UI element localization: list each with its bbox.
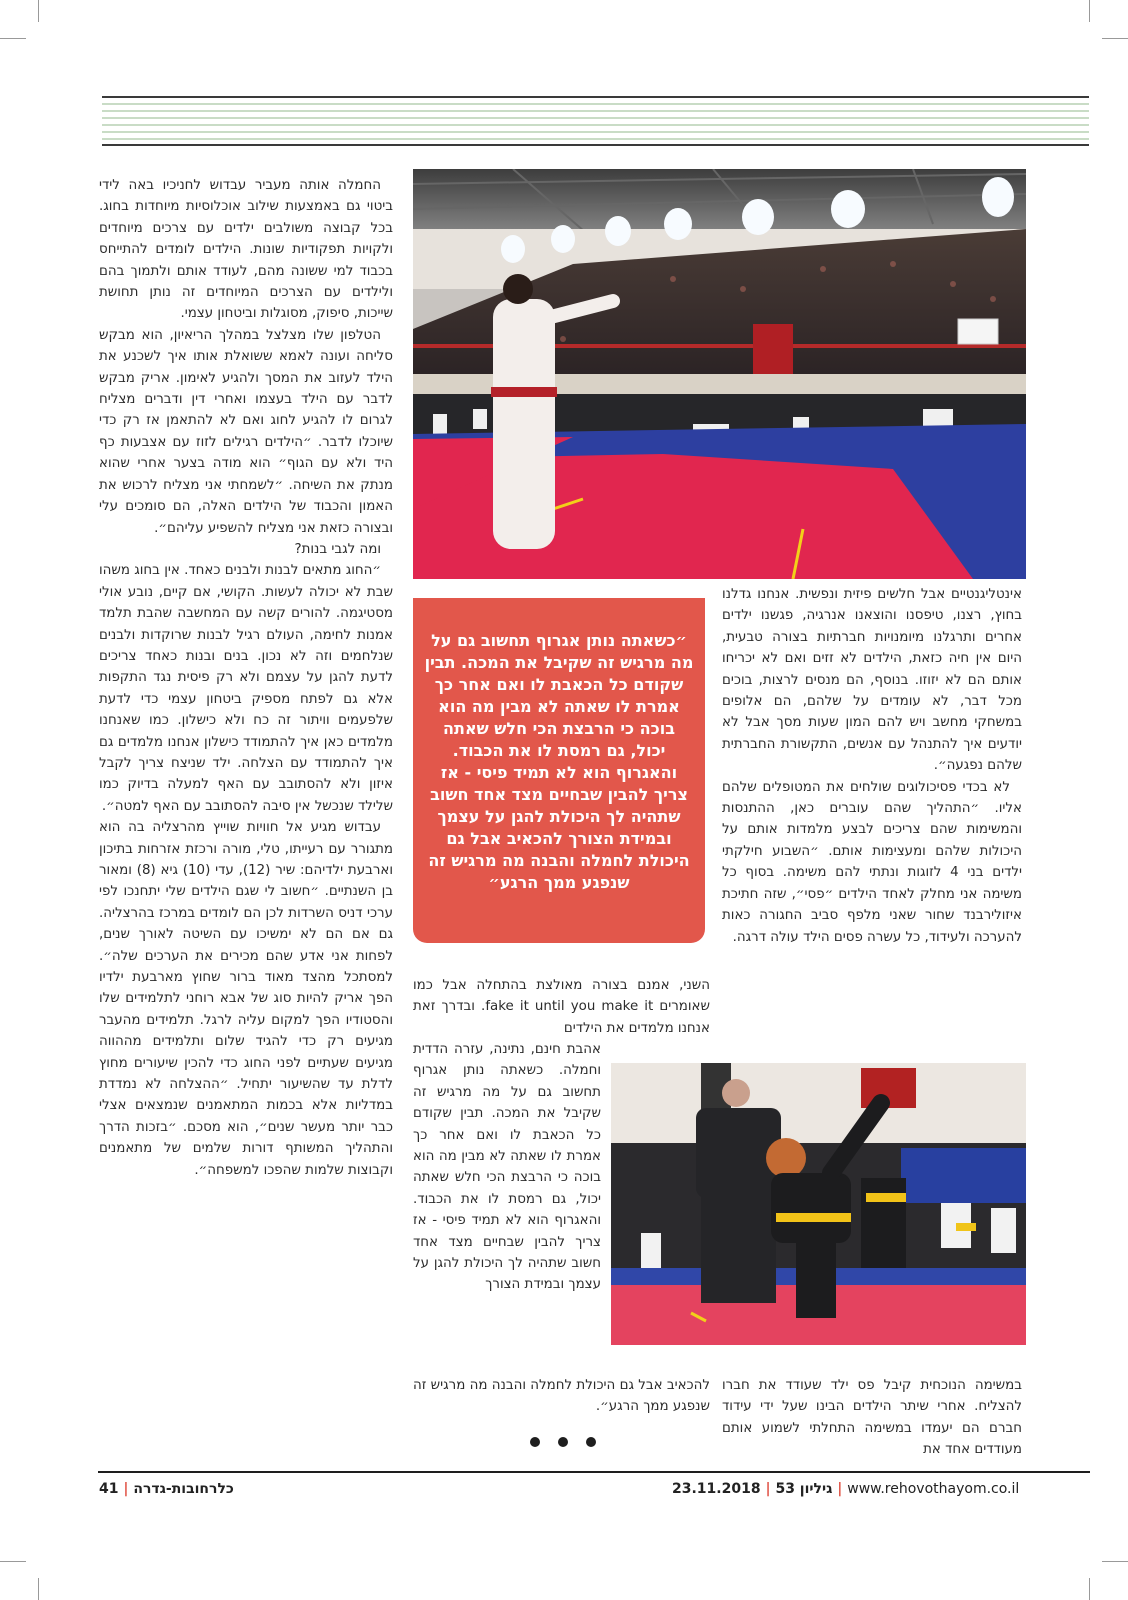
crop-mark (0, 1561, 26, 1562)
paragraph: אהבת חינם, נתינה, עזרה הדדית וחמלה. כשאתה נותן אגרוף תחשוב גם על מה מרגיש זה שקיבל את המכה. תבין שקודם כל הכאבת לו ואם אחר כך אמרת לו שאתה לא מבין מה הוא בוכה כי הרבצת הכי חלש שאתה יכול, גם רמסת לו את הכבוד. והאגרוף הוא לא תמיד פיסי - אז צריך להבין שבחיים מצד אחד חשוב שתהיה לך היכולת להגן על עצמך ובמידת הצורך (413, 1042, 601, 1293)
footer-separator: | (123, 1481, 129, 1497)
dot-icon (586, 1437, 596, 1447)
paragraph: הטלפון שלו מצלצל במהלך הריאיון, הוא מבקש סליחה ועונה לאמא ששואלת אותו איך לשכנע את הילד לעזוב את המסך ולהגיע לאימון. אריק מבקש לדבר עם הילד בעצמו ואחרי דין ודברים מצליח לגרום לו להגיע לחוג ואם לא להתאמן אז רק כדי שיוכלו לדבר. ״הילדים רגילים לזוז עם אצבעות כף היד ולא עם הגוף״ הוא מודה בצער אחרי שהוא מנתק את השיחה. ״לשמחתי אני מצליח לרכוש את האמון והכבוד של הילדים האלה, הם סומכים עלי ובצורה כזאת אני מצליח להשפיע עליהם״. (99, 327, 393, 536)
crop-mark (38, 0, 39, 22)
article-column-middle-bottom (413, 1375, 710, 1418)
paragraph: לא בכדי פסיכולוגים שולחים את המטופלים שלהם אליו. ״התהליך שהם עוברים כאן, ההתנסות והמשימות שהם צריכים לבצע מלמדות אותם על היכולות שלהם ומעצימות אותם. ״השבוע חילקתי ילדים בני 4 לזוגות ונתתי להם משימה. בסוף כל משימה אני מחלק לאחד הילדים ״פסי״, שזה חתיכת איזולירבנד שחור שאני מלפף סביב החגורה כאות להערכה ולעידוד, כל עשרה פסים הילד עולה דרגה. (722, 779, 1023, 945)
crop-mark (1089, 0, 1090, 22)
photo-sparring-match (611, 1063, 1026, 1345)
paragraph: השני, אמנם בצורה מאולצת בהתחלה אבל כמו שאומרים fake it until you make it. ובדרך זאת אנחנו מלמדים את הילדים (413, 978, 710, 1036)
footer-rule (98, 1471, 1090, 1473)
publication-name: כלרחובות-גדרה (133, 1481, 234, 1497)
paragraph: להכאיב אבל גם היכולת לחמלה והבנה מה מרגיש זה שנפגע ממך הרגע״. (413, 1378, 710, 1415)
header-rules (102, 96, 1089, 146)
crop-mark (1102, 1561, 1128, 1562)
subheading-question: ומה לגבי בנות? (294, 541, 381, 557)
paragraph: החמלה אותה מעביר עבדוש לחניכיו באה לידי ביטוי גם באמצעות שילוב אוכלוסיות מיוחדות בחוג. בכל קבוצה משולבים ילדים עם צרכים מיוחדים ולקויות תפקודיות שונות. הילדים לומדים להתייחס בכבוד למי ששונה מהם, לעודד אותם ולתמוך בהם ולילדים עם הצרכים המיוחדים זה נותן תחושת שייכות, סיפוק, מסוגלות וביטחון עצמי. (99, 178, 393, 322)
article-column-left (99, 175, 393, 1181)
article-column-middle-narrow (413, 1039, 601, 1296)
article-column-middle-top (413, 975, 710, 1039)
article-column-right-bottom (722, 1375, 1022, 1461)
footer-right (672, 1481, 1019, 1497)
section-end-dots (530, 1437, 596, 1447)
footer-separator: | (837, 1481, 843, 1497)
paragraph: במשימה הנוכחית קיבל פס ילד שעודד את חברו להצליח. אחרי שיתר הילדים הבינו שעל ידי עידוד חברם הם יעמדו במשימה התחלתי לשמוע אותם מעודדים אחד את (722, 1378, 1022, 1458)
page-number: 41 (99, 1481, 119, 1497)
website-link[interactable]: www.rehovothayom.co.il (847, 1481, 1020, 1497)
footer-separator: | (765, 1481, 771, 1497)
arena-photo-illustration (413, 169, 1026, 579)
photo-instructor-arena (413, 169, 1026, 579)
crop-mark (1089, 1578, 1090, 1600)
dot-icon (530, 1437, 540, 1447)
pull-quote: ״כשאתה נותן אגרוף תחשוב גם על מה מרגיש זה שקיבל את המכה. תבין שקודם כל הכאבת לו ואם אחר כך אמרת לו שאתה לא מבין מה הוא בוכה כי הרבצת הכי חלש שאתה יכול, גם רמסת לו את הכבוד. והאגרוף הוא לא תמיד פיסי - אז צריך להבין שבחיים מצד אחד חשוב שתהיה לך היכולת להגן על עצמך ובמידת הצורך להכאיב אבל גם היכולת לחמלה והבנה מה מרגיש זה שנפגע ממך הרגע״ (413, 598, 705, 943)
issue-number: גיליון 53 (775, 1481, 833, 1497)
issue-date: 23.11.2018 (672, 1481, 761, 1497)
paragraph: אינטליגנטיים אבל חלשים פיזית ונפשית. אנחנו גדלנו בחוץ, רצנו, טיפסנו והוצאנו אנרגיה, פגשנו ילדים אחרים ותרגלנו מיומנויות חברתיות בצורה טבעית, היום אין חיה כזאת, הילדים לא זזים ואם לא יכריחו אותם הם לא יזוזו. בנוסף, הם מנסים לרצות, בוכים מכל דבר, לא עומדים על שלהם, הם אלופים במשחקי מחשב ויש להם המון שעות מסך אבל לא יודעים איך להתנהל עם אנשים, התקשורת החברתית שלהם נפגעה״. (722, 587, 1022, 774)
footer-left (99, 1481, 234, 1497)
paragraph: ״החוג מתאים לבנות ולבנים כאחד. אין בחוג משהו שבת לא יכולה לעשות. הקושי, אם קיים, נובע אולי מסטיגמה. להורים קשה עם המחשבה שהבת תלמד אמנות לחימה, העולם רגיל לבנות שרוקדות ולבנים שנלחמים וזה לא נכון. בנים ובנות כאחד צריכים לדעת להגן על עצמם ולא רק פיסית נגד התקפות אלא גם לפתח מספיק ביטחון עצמי כדי לדעת שלפעמים וויתור זה כח ולא כישלון. כמו שאנחנו מלמדים כאן איך להתמודד כישלון אנחנו מלמדים גם איך להתמודד עם הצלחה. ילד שניצח צריך לקבל איזון ולא להסתובב עם האף למעלה בדיוק כמו שלילד שנכשל אין סיבה להסתובב עם האף למטה״. (99, 563, 393, 814)
paragraph: עבדוש מגיע אל חוויות שוייץ מהרצליה בה הוא מתגורר עם רעייתו, טלי, מורה ורכזת אזרחות בתיכון וארבעת ילדיהם: שיר (12), עדי (10) גיא (8) ומאור בן השנתיים. ״חשוב לי שגם הילדים שלי יתחנכו לפי ערכי דניס השרדות לכן הם לומדים במרכז בהרצליה. גם אם הם לא ימשיכו עם השיטה לאורך שנים, לפחות אני אדע שהם מכירים את הערכים שלה״. למסתכל מהצד מאוד ברור שחוץ מארבעת ילדיו הפך אריק להיות סוג של אבא רוחני לתלמידים שלו והסטודיו הפך למקום עליה לרגל. תלמידים מהעבר מגיעים רק כדי להגיד שלום ותלמידים מההווה מגיעים שעתיים לפני החוג כדי להכין שיעורים מחוץ לדלת עד שהשיעור יתחיל. ״ההצלחה לא נמדדת במדליות אלא בכמות המתאמנים שנמצאים אצלי כבר יותר מעשר שנים״, הוא מסכם. ״בזכות הדרך והתהליך המשותף דורות שלמים של מתאמנים וקבוצות שלמות שהפכו למשפחה״. (99, 820, 394, 1178)
sparring-photo-illustration (611, 1063, 1026, 1345)
crop-mark (0, 38, 26, 39)
crop-mark (1102, 38, 1128, 39)
crop-mark (38, 1578, 39, 1600)
article-column-right-top (722, 584, 1022, 948)
dot-icon (558, 1437, 568, 1447)
